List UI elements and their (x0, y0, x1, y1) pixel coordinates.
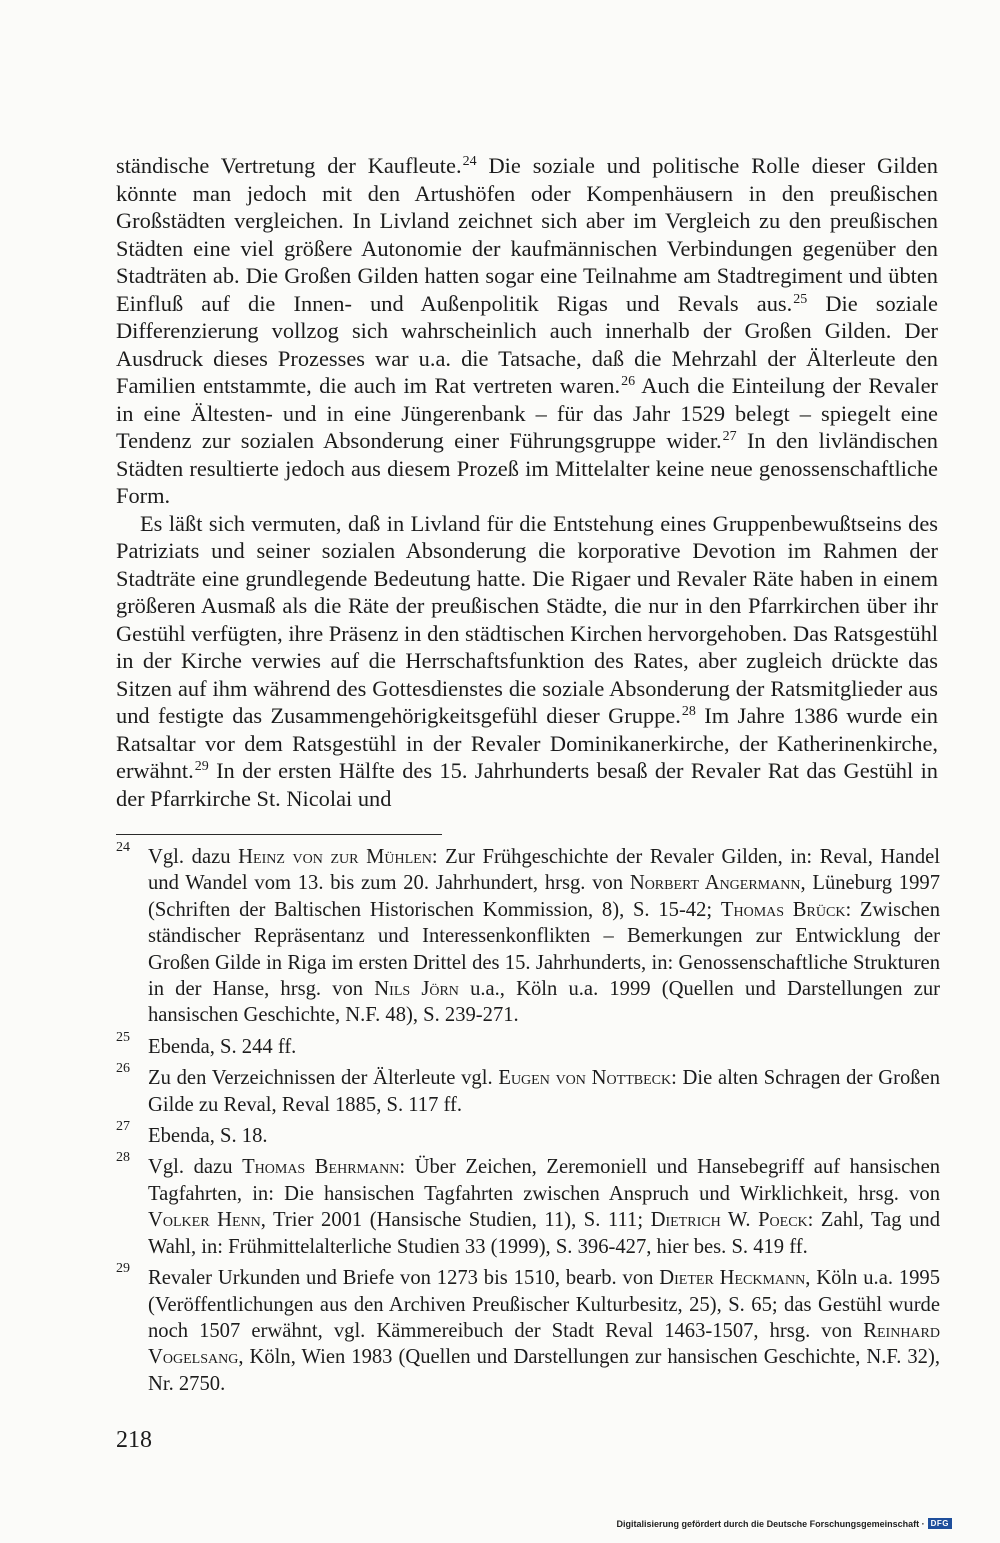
footnote-text (148, 1267, 940, 1395)
text-run: In der ersten Hälfte des 15. Jahrhunderts besaß der Revaler Rat das Gestühl in der Pfarrkirche St. Nicolai und (116, 758, 938, 811)
text-run: : Zwischen ständischer Repräsentanz und Interessenkonflikten – Bemerkungen zur Entwicklung der Großen Gilde in Riga im ersten Drittel des 15. Jahrhunderts, in: Genossenschaftliche Strukturen in der Hanse, hrsg. von (148, 898, 940, 1001)
footnote-number: 27 (116, 1119, 130, 1135)
body-paragraph-2 (116, 510, 938, 813)
footnotes (116, 840, 941, 1402)
text-run: Vgl. dazu (148, 1156, 243, 1179)
text-run: In den livländischen Städten resultierte jedoch aus diesem Prozeß im Mittelalter keine neue genossenschaftliche Form. (116, 428, 938, 508)
author-name: Thomas Behrmann (242, 1156, 400, 1179)
dfg-logo: DFG (928, 1518, 952, 1529)
author-name: Eugen von Nottbeck (498, 1067, 672, 1090)
body-text (116, 152, 938, 812)
footnote-text (148, 1067, 940, 1115)
footnote-number: 29 (116, 1261, 130, 1277)
footnote-28 (116, 1150, 941, 1260)
text-run: , Trier 2001 (Hansische Studien, 11), S. 111; (260, 1209, 651, 1232)
footnote-27 (116, 1119, 940, 1149)
footnote-number: 24 (116, 840, 130, 855)
text-run: Es läßt sich vermuten, daß in Livland für die Entstehung eines Gruppenbewußtseins des Patriziats und seiner sozialen Absonderung die korporative Devotion im Rahmen der Stadträte eine grundlegende Bedeutung hatte. Die Rigaer und Revaler Räte haben in einem größeren Ausmaß als die Räte der preußischen Städte, die nur in den Pfarrkirchen über ihr Gestühl verfügten, ihre Präsenz in den städtischen Kirchen hervorgehoben. Das Ratsgestühl in der Kirche verwies auf die Herrschaftsfunktion des Rates, aber zugleich drückte das Sitzen auf ihm während des Gottesdienstes die soziale Absonderung der Ratsmitglieder aus und festigte das Zusammengehörigkeitsgefühl dieser Gruppe. (116, 510, 938, 728)
author-name: Reinhard Vogelsang (148, 1319, 940, 1369)
footnote-number: 26 (116, 1061, 130, 1077)
text-run: u.a., Köln u.a. 1999 (Quellen und Darstellungen zur hansischen Geschichte, N.F. 48), S. 239-271. (148, 978, 940, 1027)
footnote-reference: 28 (681, 704, 696, 719)
text-run: Ebenda, S. 244 ff. (148, 1035, 297, 1058)
text-run: , Lüneburg 1997 (Schriften der Baltischen Historischen Kommission, 8), S. 15-42; (148, 872, 940, 921)
footnote-reference: 26 (621, 374, 636, 389)
author-name: Dieter Heckmann (659, 1267, 806, 1290)
footnote-reference: 27 (722, 429, 737, 444)
footnote-text (148, 1125, 268, 1147)
text-run: ständische Vertretung der Kaufleute. (116, 153, 462, 178)
digitization-credit (617, 1518, 952, 1529)
page-number: 218 (116, 1427, 152, 1453)
footnote-25 (116, 1029, 940, 1060)
footnote-24 (116, 840, 940, 1029)
text-run: Im Jahre 1386 wurde ein Ratsaltar vor dem Ratsgestühl in der Revaler Dominikanerkirche, der Katherinenkirche, erwähnt. (116, 703, 938, 783)
text-run: Die soziale und politische Rolle dieser Gilden könnte man jedoch mit den Artushöfen oder Kompenhäusern in den preußischen Großstädten vergleichen. In Livland zeichnet sich aber im Vergleich zu den preußischen Städten eine viel größere Autonomie der kaufmännischen Verbindungen gegenüber den Stadträten ab. Die Großen Gilden hatten sogar eine Teilnahme am Stadtregiment und übten Einfluß auf die Innen- und Außenpolitik Rigas und Revals aus. (116, 153, 938, 316)
footnote-number: 25 (116, 1029, 130, 1045)
text-run: , Köln, Wien 1983 (Quellen und Darstellungen zur hansischen Geschichte, N.F. 32), Nr. 2750. (148, 1346, 940, 1395)
footnote-29 (116, 1261, 941, 1397)
footnote-reference: 29 (194, 759, 209, 774)
author-name: Volker Henn (148, 1209, 261, 1232)
body-paragraph-1 (116, 152, 938, 510)
footnote-reference: 24 (462, 154, 477, 169)
footnote-reference: 25 (793, 291, 808, 307)
author-name: Norbert Angermann (629, 872, 801, 895)
footnote-26 (116, 1061, 940, 1118)
text-run: : Zur Frühgeschichte der Revaler Gilden, in: Reval, Handel und Wandel vom 13. bis zum 20. Jahrhundert, hrsg. von (148, 846, 940, 895)
text-run: Auch die Einteilung der Revaler in eine Ältesten- und in eine Jüngerenbank – für das Jahr 1529 belegt – spiegelt eine Tendenz zur sozialen Absonderung einer Führungsgruppe wider. (116, 373, 938, 453)
text-run: : Über Zeichen, Zeremoniell und Hansebegriff auf hansischen Tagfahrten, in: Die hansischen Tagfahrten zwischen Anspruch und Wirklichkeit, hrsg. von (148, 1156, 941, 1205)
author-name: Thomas Brück (720, 898, 846, 921)
footnote-text (148, 846, 940, 1026)
text-run: Vgl. dazu (148, 846, 239, 868)
text-run: : Die alten Schragen der Großen Gilde zu Reval, Reval 1885, S. 117 ff. (148, 1067, 940, 1116)
text-run: , Köln u.a. 1995 (Veröffentlichungen aus den Archiven Preußischer Kulturbesitz, 25), S. 65; das Gestühl wurde noch 1507 erwähnt, vgl. Kämmereibuch der Stadt Reval 1463-1507, hrsg. von (148, 1267, 941, 1342)
author-name: Nils Jörn (374, 978, 459, 1001)
footnote-text (148, 1156, 940, 1257)
footnote-text (148, 1036, 296, 1058)
footnote-separator (116, 834, 442, 835)
author-name: Dietrich W. Poeck (650, 1209, 808, 1232)
text-run: Die soziale Differenzierung vollzog sich wahrscheinlich auch innerhalb der Großen Gilden. Der Ausdruck dieses Prozesses war u.a. die Tatsache, daß die Mehrzahl der Älterleute den Familien entstammte, die auch im Rat vertreten waren. (116, 290, 938, 398)
text-run: : Zahl, Tag und Wahl, in: Frühmittelalterliche Studien 33 (1999), S. 396-427, hier bes. S. 419 ff. (148, 1209, 940, 1258)
text-run: Ebenda, S. 18. (148, 1125, 268, 1148)
footnote-number: 28 (116, 1150, 130, 1166)
text-run: Zu den Verzeichnissen der Älterleute vgl. (148, 1067, 499, 1090)
digitization-credit-label: Digitalisierung gefördert durch die Deutsche Forschungsgemeinschaft · (616, 1518, 925, 1529)
text-run: Revaler Urkunden und Briefe von 1273 bis 1510, bearb. von (148, 1267, 660, 1290)
author-name: Heinz von zur Mühlen (238, 846, 432, 868)
